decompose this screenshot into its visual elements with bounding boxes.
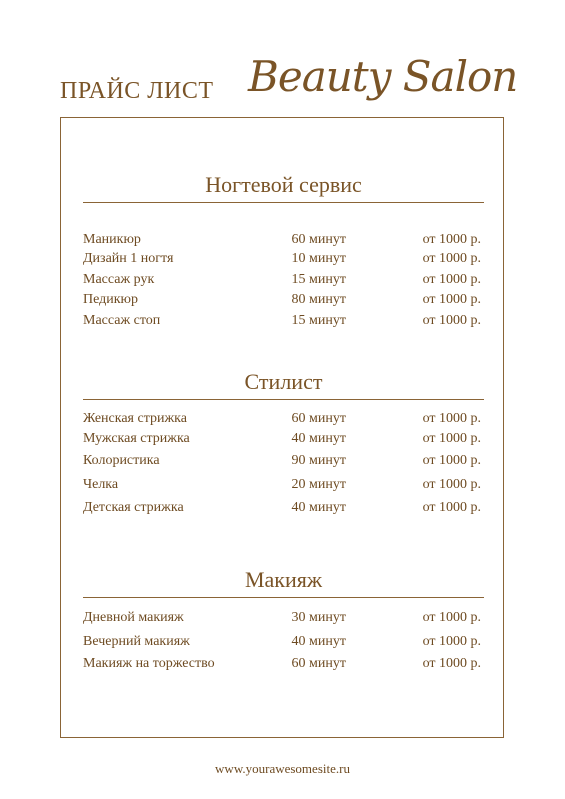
- price-row: [83, 249, 484, 269]
- service-duration: 40 минут: [291, 634, 346, 649]
- price-row: [83, 409, 484, 429]
- service-price: от 1000 р.: [422, 411, 481, 426]
- service-name: Массаж рук: [83, 272, 155, 287]
- price-row: [83, 429, 484, 449]
- price-row: [83, 270, 484, 290]
- service-name: Маникюр: [83, 232, 141, 247]
- service-price: от 1000 р.: [422, 656, 481, 671]
- service-name: Колористика: [83, 453, 160, 468]
- service-name: Макияж на торжество: [83, 656, 215, 671]
- service-price: от 1000 р.: [422, 232, 481, 247]
- service-duration: 40 минут: [291, 431, 346, 446]
- price-row: [83, 632, 484, 652]
- service-duration: 15 минут: [291, 313, 346, 328]
- service-price: от 1000 р.: [422, 272, 481, 287]
- price-row: [83, 498, 484, 518]
- service-duration: 20 минут: [291, 477, 346, 492]
- service-duration: 90 минут: [291, 453, 346, 468]
- service-price: от 1000 р.: [422, 251, 481, 266]
- service-duration: 40 минут: [291, 500, 346, 515]
- service-name: Массаж стоп: [83, 313, 161, 328]
- price-row: [83, 608, 484, 628]
- price-row: [83, 475, 484, 495]
- section-stylist: [83, 367, 484, 515]
- service-name: Педикюр: [83, 292, 139, 307]
- service-name: Дизайн 1 ногтя: [83, 251, 174, 266]
- price-row: [83, 230, 484, 250]
- price-row: [83, 311, 484, 331]
- service-price: от 1000 р.: [422, 313, 481, 328]
- service-price: от 1000 р.: [422, 453, 481, 468]
- section-divider: [83, 399, 484, 400]
- service-name: Вечерний макияж: [83, 634, 190, 649]
- service-name: Детская стрижка: [83, 500, 184, 515]
- section-nail-service: [83, 170, 484, 328]
- section-makeup: [83, 565, 484, 671]
- section-divider: [83, 597, 484, 598]
- section-title: Ногтевой сервис: [205, 172, 362, 197]
- service-name: Мужская стрижка: [83, 431, 190, 446]
- service-price: от 1000 р.: [422, 500, 481, 515]
- page-title: ПРАЙС ЛИСТ: [60, 78, 214, 104]
- service-duration: 30 минут: [291, 610, 346, 625]
- section-divider: [83, 202, 484, 203]
- service-price: от 1000 р.: [422, 634, 481, 649]
- service-duration: 60 минут: [291, 232, 346, 247]
- service-duration: 15 минут: [291, 272, 346, 287]
- section-title: Стилист: [244, 369, 323, 394]
- service-name: Женская стрижка: [83, 411, 187, 426]
- service-duration: 60 минут: [291, 411, 346, 426]
- price-row: [83, 654, 484, 674]
- service-price: от 1000 р.: [422, 610, 481, 625]
- service-price: от 1000 р.: [422, 431, 481, 446]
- service-duration: 10 минут: [291, 251, 346, 266]
- service-price: от 1000 р.: [422, 477, 481, 492]
- service-name: Челка: [83, 477, 119, 492]
- service-name: Дневной макияж: [83, 610, 184, 625]
- price-row: [83, 451, 484, 471]
- service-price: от 1000 р.: [422, 292, 481, 307]
- brand-logo-text: Beauty Salon: [248, 52, 518, 101]
- service-duration: 60 минут: [291, 656, 346, 671]
- price-row: [83, 290, 484, 310]
- service-duration: 80 минут: [291, 292, 346, 307]
- website-link[interactable]: www.yourawesomesite.ru: [215, 761, 350, 776]
- section-title: Макияж: [244, 567, 323, 592]
